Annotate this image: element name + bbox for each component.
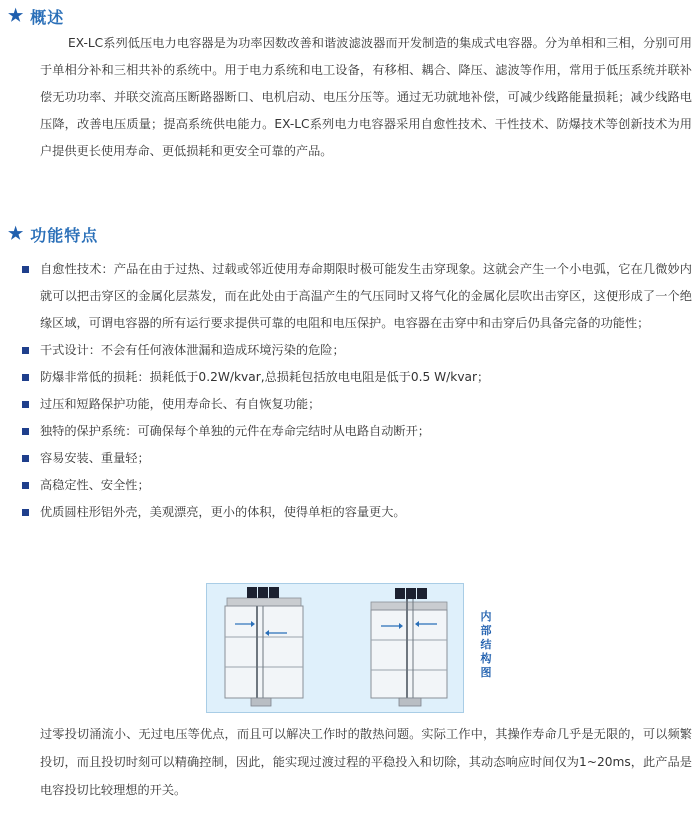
diagram-label: 内部结构图	[480, 610, 492, 679]
overview-heading	[8, 4, 64, 28]
star-icon: ★	[8, 223, 25, 244]
list-item: 优质圆柱形铝外壳，美观漂亮，更小的体积，使得单柜的容量更大。	[22, 499, 692, 526]
square-bullet-icon	[22, 374, 29, 381]
capacitor-left	[225, 587, 303, 706]
list-item: 干式设计：不会有任何液体泄漏和造成环境污染的危险；	[22, 337, 692, 364]
capacitor-structure-illustration	[207, 584, 463, 712]
square-bullet-icon	[22, 428, 29, 435]
square-bullet-icon	[22, 482, 29, 489]
bottom-text: 过零投切涌流小、无过电压等优点，而且可以解决工作时的散热问题。实际工作中，其操作寿命几乎是无限的，可以频繁投切，而且投切时刻可以精确控制，因此，能实现过渡过程的平稳投入和切除，其动态响应时间仅为1~20ms，此产品是电容投切比较理想的开关。	[40, 727, 692, 797]
features-list	[22, 256, 692, 526]
internal-structure-diagram	[206, 583, 464, 713]
list-item: 自愈性技术：产品在由于过热、过载或邻近使用寿命期限时极可能发生击穿现象。这就会产生一个小电弧，它在几微妙内就可以把击穿区的金属化层蒸发，而在此处由于高温产生的气压同时又将气化的金属化层吹出击穿区，这便形成了一个绝缘区域，可谓电容器的所有运行要求提供可靠的电阻和电压保护。电容器在击穿中和击穿后仍具备完备的功能性；	[22, 256, 692, 337]
square-bullet-icon	[22, 401, 29, 408]
features-title: 功能特点	[30, 225, 99, 245]
bottom-paragraph	[40, 720, 692, 804]
list-item: 高稳定性、安全性；	[22, 472, 692, 499]
overview-text: EX-LC系列低压电力电容器是为功率因数改善和谐波滤波器而开发制造的集成式电容器。分为单相和三相，分别可用于单相分补和三相共补的系统中。用于电力系统和电工设备，有移相、耦合、降压、滤波等作用，常用于低压系统并联补偿无功功率、并联交流高压断路器断口、电机启动、电压分压等。通过无功就地补偿，可减少线路能量损耗；减少线路电压降，改善电压质量；提高系统供电能力。EX-LC系列电力电容器采用自愈性技术、干性技术、防爆技术等创新技术为用户提供更长使用寿命、更低损耗和更安全可靠的产品。	[40, 36, 692, 158]
square-bullet-icon	[22, 455, 29, 462]
overview-paragraph	[40, 30, 692, 165]
overview-title: 概述	[30, 7, 65, 27]
features-heading	[8, 222, 98, 246]
list-item: 独特的保护系统：可确保每个单独的元件在寿命完结时从电路自动断开；	[22, 418, 692, 445]
square-bullet-icon	[22, 509, 29, 516]
list-item: 过压和短路保护功能，使用寿命长、有自恢复功能；	[22, 391, 692, 418]
star-icon: ★	[8, 5, 25, 26]
capacitor-right	[371, 588, 447, 706]
list-item: 容易安装、重量轻；	[22, 445, 692, 472]
list-item: 防爆非常低的损耗：损耗低于0.2W/kvar,总损耗包括放电电阻是低于0.5 W/kvar；	[22, 364, 692, 391]
square-bullet-icon	[22, 347, 29, 354]
square-bullet-icon	[22, 266, 29, 273]
